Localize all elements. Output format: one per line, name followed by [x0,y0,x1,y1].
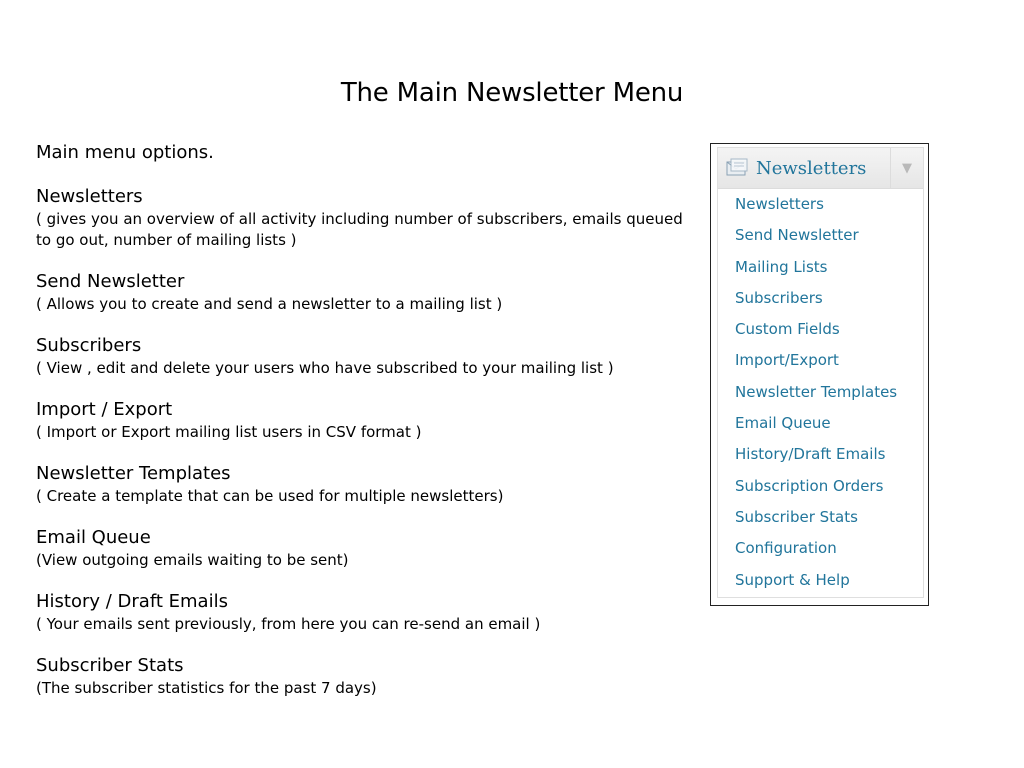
menu-item-send-newsletter[interactable]: Send Newsletter [735,226,859,245]
menu-screenshot-frame [710,143,929,606]
section-newsletter-templates [36,462,686,507]
section-subscribers [36,334,686,379]
menu-item-subscriber-stats[interactable]: Subscriber Stats [735,507,858,526]
section-email-queue [36,526,686,571]
intro-text: Main menu options. [36,142,214,163]
menu-item-configuration[interactable]: Configuration [735,539,837,558]
section-description: ( Your emails sent previously, from here you can re-send an email ) [36,615,541,633]
menu-item-newsletters[interactable]: Newsletters [735,195,824,213]
section-description: ( Import or Export mailing list users in CSV format ) [36,423,422,441]
section-heading: Send Newsletter [36,271,185,292]
section-heading: History / Draft Emails [36,591,228,612]
menu-item-subscription-orders[interactable]: Subscription Orders [735,476,884,495]
newsletters-menu-panel [717,147,924,598]
triangle-down-icon[interactable]: ▼ [890,148,923,188]
page-title: The Main Newsletter Menu [340,78,684,108]
section-heading: Subscribers [36,335,142,356]
section-history-draft-emails [36,590,686,635]
section-description: ( gives you an overview of all activity including number of subscribers, emails queued to go out, number of mailing lists ) [36,210,683,249]
section-newsletters [36,185,686,251]
menu-item-support-help[interactable]: Support & Help [735,570,850,589]
section-heading: Email Queue [36,527,151,548]
section-description: ( Allows you to create and send a newsletter to a mailing list ) [36,295,503,313]
menu-item-custom-fields[interactable]: Custom Fields [735,320,840,339]
menu-item-mailing-lists[interactable]: Mailing Lists [735,257,828,276]
section-heading: Newsletters [36,186,143,207]
section-heading: Subscriber Stats [36,655,184,676]
menu-list [718,189,923,596]
section-description: (The subscriber statistics for the past 7 days) [36,679,377,697]
newsletter-envelope-icon [726,158,748,178]
menu-header[interactable] [718,148,923,189]
section-description: ( View , edit and delete your users who have subscribed to your mailing list ) [36,359,614,377]
menu-item-import-export[interactable]: Import/Export [735,351,839,370]
menu-item-newsletter-templates[interactable]: Newsletter Templates [735,382,898,401]
section-heading: Import / Export [36,399,173,420]
section-description: ( Create a template that can be used for multiple newsletters) [36,487,504,505]
menu-item-subscribers[interactable]: Subscribers [735,288,823,307]
section-heading: Newsletter Templates [36,463,231,484]
section-subscriber-stats [36,654,686,699]
section-description: (View outgoing emails waiting to be sent) [36,551,349,569]
menu-description-list [36,142,686,718]
menu-item-history-draft-emails[interactable]: History/Draft Emails [735,445,886,464]
section-import-export [36,398,686,443]
menu-item-email-queue[interactable]: Email Queue [735,414,831,433]
section-send-newsletter [36,270,686,315]
menu-title[interactable]: Newsletters [756,157,867,179]
